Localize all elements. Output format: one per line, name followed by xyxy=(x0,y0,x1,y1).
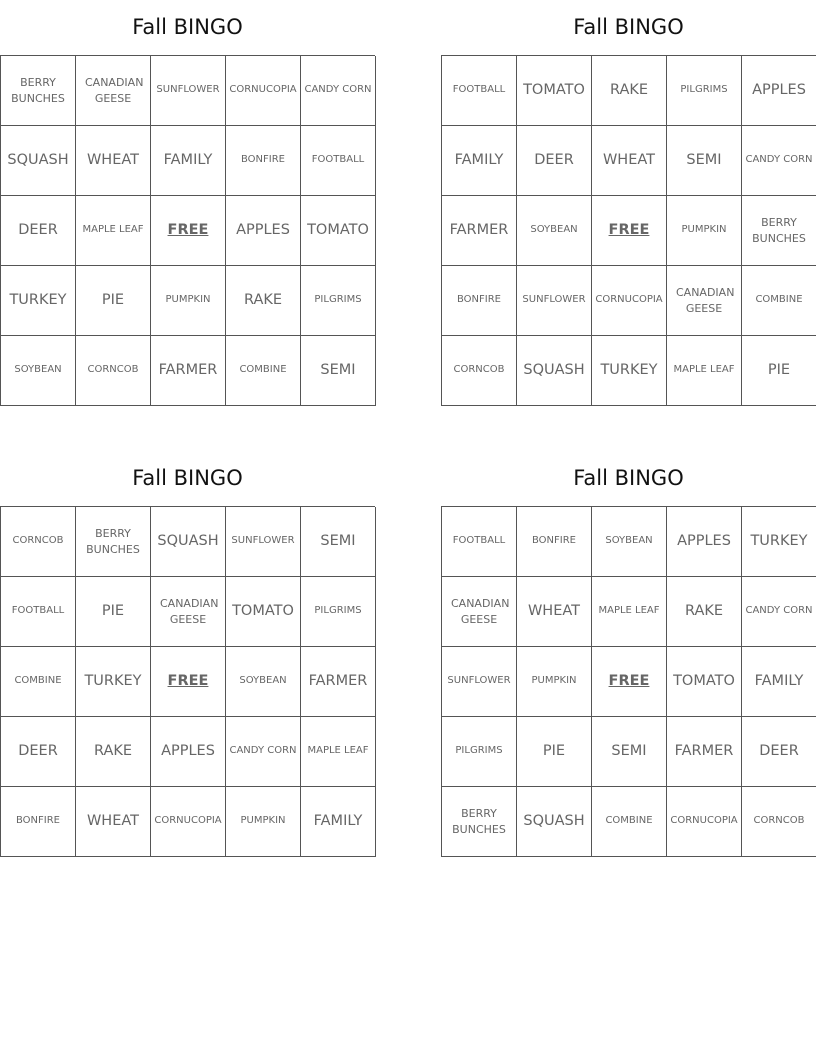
bingo-grid xyxy=(0,506,375,857)
bingo-cell xyxy=(301,787,376,857)
free-space xyxy=(151,196,226,266)
bingo-cell xyxy=(442,647,517,717)
cell-label: RAKE xyxy=(93,742,133,759)
cell-label: FREE xyxy=(167,221,209,238)
cell-label: TOMATO xyxy=(307,221,369,238)
bingo-cell xyxy=(517,577,592,647)
cell-label: DEER xyxy=(534,151,574,168)
bingo-cell xyxy=(151,787,226,857)
cell-label: CANADIAN GEESE xyxy=(160,596,219,626)
bingo-cell xyxy=(226,647,301,717)
bingo-cell xyxy=(151,577,226,647)
cell-label: CORNCOB xyxy=(753,815,805,827)
free-space xyxy=(151,647,226,717)
bingo-cell xyxy=(226,577,301,647)
cell-label: CANDY CORN xyxy=(229,745,297,757)
cell-label: SQUASH xyxy=(523,812,585,829)
cell-label: BONFIRE xyxy=(456,294,501,306)
cell-label: SUNFLOWER xyxy=(156,84,220,96)
cell-label: TURKEY xyxy=(9,291,67,308)
cell-label: FOOTBALL xyxy=(311,154,365,166)
bingo-cell xyxy=(592,126,667,196)
bingo-cell xyxy=(592,56,667,126)
bingo-cell xyxy=(742,56,816,126)
bingo-cell xyxy=(442,266,517,336)
bingo-cell xyxy=(1,56,76,126)
cell-label: SUNFLOWER xyxy=(522,294,586,306)
cell-label: FARMER xyxy=(308,672,368,689)
cell-label: APPLES xyxy=(752,81,806,98)
cell-label: SOYBEAN xyxy=(530,224,578,236)
cell-label: PILGRIMS xyxy=(314,294,362,306)
bingo-cell xyxy=(301,56,376,126)
bingo-cell xyxy=(742,717,816,787)
bingo-cell xyxy=(742,647,816,717)
cell-label: DEER xyxy=(18,742,58,759)
bingo-cell xyxy=(592,577,667,647)
card-title: Fall BINGO xyxy=(132,15,243,39)
cell-label: COMBINE xyxy=(755,294,803,306)
bingo-cell xyxy=(151,507,226,577)
bingo-cell xyxy=(517,126,592,196)
bingo-cell xyxy=(667,126,742,196)
bingo-cell xyxy=(76,647,151,717)
cell-label: CORNUCOPIA xyxy=(154,815,222,827)
bingo-cell xyxy=(742,336,816,406)
bingo-cell xyxy=(742,787,816,857)
cell-label: FAMILY xyxy=(754,672,804,689)
bingo-cell xyxy=(517,266,592,336)
bingo-cell xyxy=(592,717,667,787)
bingo-cell xyxy=(442,126,517,196)
cell-label: DEER xyxy=(759,742,799,759)
bingo-cell xyxy=(301,336,376,406)
cell-label: WHEAT xyxy=(86,812,140,829)
cell-label: CANDY CORN xyxy=(745,605,813,617)
bingo-cell xyxy=(1,787,76,857)
bingo-cell xyxy=(76,717,151,787)
bingo-cell xyxy=(667,196,742,266)
bingo-cell xyxy=(1,196,76,266)
bingo-grid xyxy=(0,55,375,406)
cell-label: FOOTBALL xyxy=(452,84,506,96)
bingo-cell xyxy=(742,507,816,577)
bingo-cell xyxy=(592,336,667,406)
cell-label: SOYBEAN xyxy=(239,675,287,687)
bingo-cell xyxy=(226,336,301,406)
cell-label: BONFIRE xyxy=(240,154,285,166)
cell-label: PIE xyxy=(101,291,125,308)
cell-label: PUMPKIN xyxy=(681,224,727,236)
cell-label: BERRY BUNCHES xyxy=(452,806,506,836)
cell-label: APPLES xyxy=(677,532,731,549)
bingo-cell xyxy=(517,196,592,266)
cell-label: SEMI xyxy=(320,361,356,378)
bingo-cell xyxy=(592,266,667,336)
card-title: Fall BINGO xyxy=(132,466,243,490)
bingo-cell xyxy=(667,647,742,717)
cell-label: TURKEY xyxy=(600,361,658,378)
bingo-cell xyxy=(1,266,76,336)
cell-label: PILGRIMS xyxy=(314,605,362,617)
cell-label: SQUASH xyxy=(157,532,219,549)
cell-label: CORNUCOPIA xyxy=(670,815,738,827)
cell-label: PUMPKIN xyxy=(165,294,211,306)
cell-label: FOOTBALL xyxy=(11,605,65,617)
bingo-cell xyxy=(301,196,376,266)
cell-label: MAPLE LEAF xyxy=(307,745,369,757)
bingo-cell xyxy=(226,196,301,266)
cell-label: PIE xyxy=(101,602,125,619)
bingo-card-2 xyxy=(441,0,816,406)
cell-label: MAPLE LEAF xyxy=(673,364,735,376)
cell-label: FREE xyxy=(608,221,650,238)
bingo-cell xyxy=(301,717,376,787)
bingo-cell xyxy=(1,647,76,717)
cell-label: CANADIAN GEESE xyxy=(676,285,735,315)
bingo-cell xyxy=(151,717,226,787)
cell-label: PIE xyxy=(542,742,566,759)
cell-label: PIE xyxy=(767,361,791,378)
cell-label: CANADIAN GEESE xyxy=(85,75,144,105)
bingo-cell xyxy=(226,507,301,577)
cell-label: RAKE xyxy=(609,81,649,98)
free-space xyxy=(592,647,667,717)
card-title: Fall BINGO xyxy=(573,466,684,490)
cell-label: BERRY BUNCHES xyxy=(86,526,140,556)
cell-label: COMBINE xyxy=(605,815,653,827)
bingo-cell xyxy=(667,507,742,577)
bingo-cell xyxy=(151,56,226,126)
bingo-cell xyxy=(76,126,151,196)
bingo-card-4 xyxy=(441,451,816,857)
cell-label: BERRY BUNCHES xyxy=(752,215,806,245)
bingo-cell xyxy=(517,336,592,406)
cell-label: COMBINE xyxy=(14,675,62,687)
bingo-cell xyxy=(151,336,226,406)
bingo-cell xyxy=(742,266,816,336)
bingo-cell xyxy=(442,336,517,406)
bingo-cell xyxy=(742,126,816,196)
cell-label: FREE xyxy=(167,672,209,689)
cell-label: RAKE xyxy=(684,602,724,619)
cell-label: CORNCOB xyxy=(87,364,139,376)
cell-label: BERRY BUNCHES xyxy=(11,75,65,105)
cell-label: CANADIAN GEESE xyxy=(451,596,510,626)
bingo-cell xyxy=(301,577,376,647)
bingo-cell xyxy=(226,266,301,336)
cell-label: SUNFLOWER xyxy=(447,675,511,687)
cell-label: TURKEY xyxy=(750,532,808,549)
cell-label: PUMPKIN xyxy=(240,815,286,827)
cell-label: FARMER xyxy=(158,361,218,378)
bingo-cell xyxy=(1,717,76,787)
bingo-card-1 xyxy=(0,0,375,406)
bingo-cell xyxy=(517,507,592,577)
card-title: Fall BINGO xyxy=(573,15,684,39)
bingo-cell xyxy=(442,507,517,577)
bingo-cell xyxy=(442,717,517,787)
cell-label: DEER xyxy=(18,221,58,238)
bingo-cell xyxy=(301,126,376,196)
cell-label: WHEAT xyxy=(86,151,140,168)
bingo-cell xyxy=(226,717,301,787)
cell-label: SEMI xyxy=(686,151,722,168)
bingo-cell xyxy=(517,787,592,857)
bingo-cell xyxy=(76,336,151,406)
bingo-cell xyxy=(592,507,667,577)
cell-label: CANDY CORN xyxy=(304,84,372,96)
bingo-cell xyxy=(76,577,151,647)
bingo-cell xyxy=(667,336,742,406)
cell-label: SEMI xyxy=(611,742,647,759)
cell-label: TOMATO xyxy=(232,602,294,619)
bingo-cell xyxy=(1,126,76,196)
bingo-cell xyxy=(667,56,742,126)
bingo-cell xyxy=(1,336,76,406)
bingo-cell xyxy=(226,126,301,196)
bingo-cell xyxy=(442,196,517,266)
cell-label: PUMPKIN xyxy=(531,675,577,687)
cell-label: CORNUCOPIA xyxy=(229,84,297,96)
cell-label: SOYBEAN xyxy=(14,364,62,376)
bingo-cell xyxy=(517,56,592,126)
bingo-cell xyxy=(442,787,517,857)
cell-label: FARMER xyxy=(674,742,734,759)
cell-label: SEMI xyxy=(320,532,356,549)
cell-label: FAMILY xyxy=(163,151,213,168)
bingo-grid xyxy=(441,55,816,406)
bingo-cell xyxy=(151,266,226,336)
cell-label: CORNCOB xyxy=(12,535,64,547)
bingo-cell xyxy=(1,507,76,577)
cell-label: WHEAT xyxy=(527,602,581,619)
bingo-cell xyxy=(517,717,592,787)
cell-label: SOYBEAN xyxy=(605,535,653,547)
cell-label: PILGRIMS xyxy=(455,745,503,757)
cell-label: CORNCOB xyxy=(453,364,505,376)
bingo-cell xyxy=(742,577,816,647)
cell-label: PILGRIMS xyxy=(680,84,728,96)
cell-label: SUNFLOWER xyxy=(231,535,295,547)
bingo-cell xyxy=(151,126,226,196)
bingo-cell xyxy=(667,717,742,787)
cell-label: TOMATO xyxy=(673,672,735,689)
bingo-cell xyxy=(667,577,742,647)
cell-label: BONFIRE xyxy=(15,815,60,827)
bingo-card-3 xyxy=(0,451,375,857)
bingo-cell xyxy=(301,507,376,577)
cell-label: TURKEY xyxy=(84,672,142,689)
cell-label: TOMATO xyxy=(523,81,585,98)
cell-label: BONFIRE xyxy=(531,535,576,547)
cell-label: FAMILY xyxy=(313,812,363,829)
bingo-cell xyxy=(226,787,301,857)
bingo-cell xyxy=(76,266,151,336)
bingo-cell xyxy=(442,56,517,126)
bingo-cell xyxy=(76,56,151,126)
cell-label: FREE xyxy=(608,672,650,689)
cell-label: CORNUCOPIA xyxy=(595,294,663,306)
cell-label: APPLES xyxy=(161,742,215,759)
cell-label: FOOTBALL xyxy=(452,535,506,547)
cell-label: APPLES xyxy=(236,221,290,238)
bingo-cell xyxy=(301,647,376,717)
bingo-cell xyxy=(667,266,742,336)
bingo-cell xyxy=(301,266,376,336)
free-space xyxy=(592,196,667,266)
bingo-cell xyxy=(1,577,76,647)
cell-label: CANDY CORN xyxy=(745,154,813,166)
bingo-cell xyxy=(76,787,151,857)
cell-label: SQUASH xyxy=(7,151,69,168)
cell-label: WHEAT xyxy=(602,151,656,168)
bingo-cell xyxy=(76,196,151,266)
bingo-cell xyxy=(742,196,816,266)
cell-label: COMBINE xyxy=(239,364,287,376)
cell-label: FAMILY xyxy=(454,151,504,168)
bingo-cell xyxy=(592,787,667,857)
bingo-cell xyxy=(517,647,592,717)
cell-label: FARMER xyxy=(449,221,509,238)
bingo-cell xyxy=(442,577,517,647)
cell-label: MAPLE LEAF xyxy=(598,605,660,617)
cell-label: MAPLE LEAF xyxy=(82,224,144,236)
bingo-cell xyxy=(226,56,301,126)
bingo-cell xyxy=(76,507,151,577)
bingo-grid xyxy=(441,506,816,857)
cell-label: RAKE xyxy=(243,291,283,308)
cell-label: SQUASH xyxy=(523,361,585,378)
bingo-cell xyxy=(667,787,742,857)
